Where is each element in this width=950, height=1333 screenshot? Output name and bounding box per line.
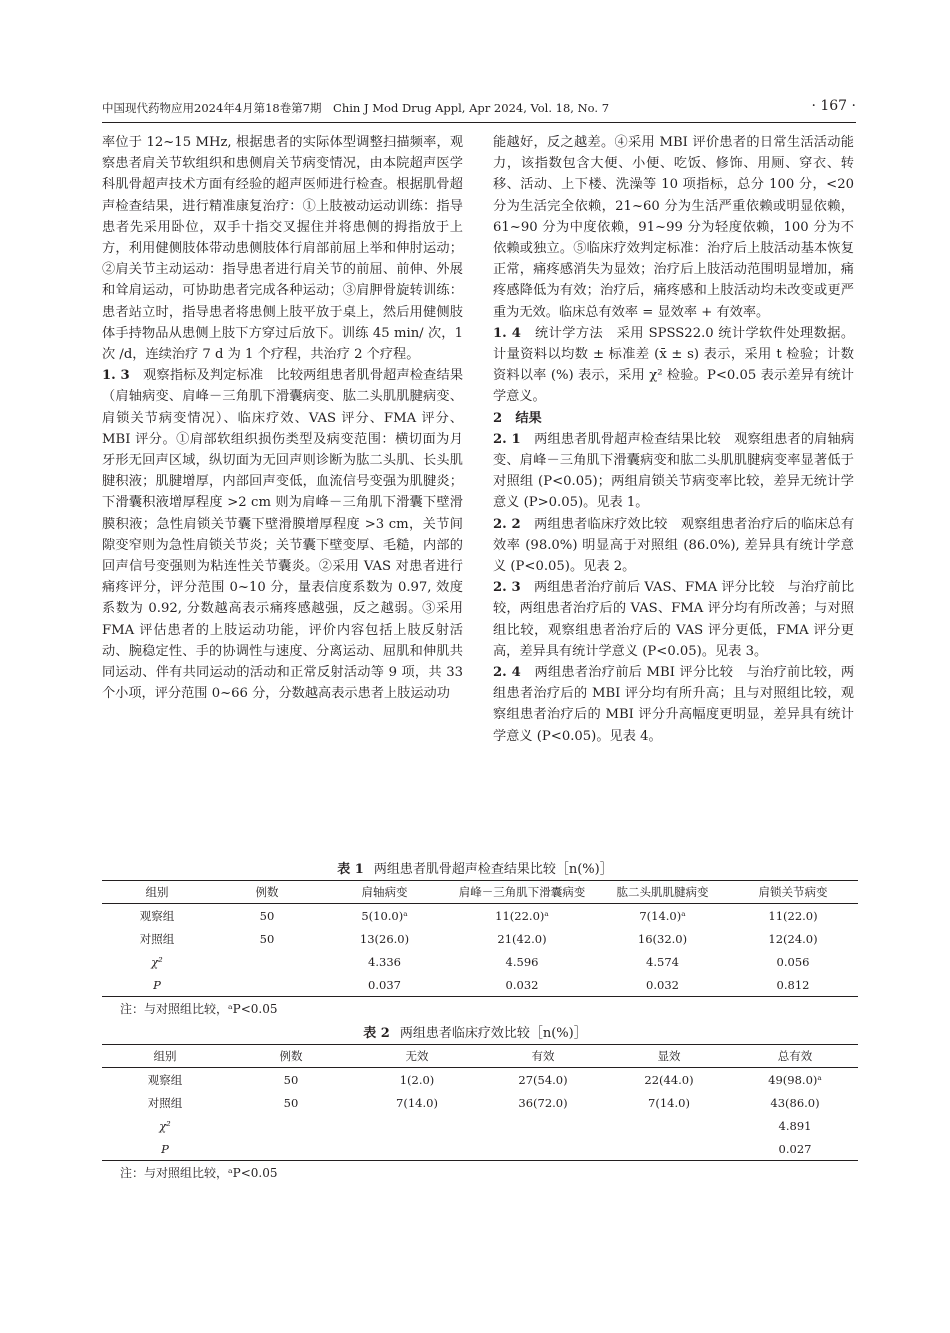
- table2-note: 注：与对照组比较，ᵃP<0.05: [120, 1166, 278, 1180]
- table-row: [102, 1068, 858, 1092]
- table1-label: 表 1: [337, 862, 364, 877]
- table2-header: 例数: [228, 1045, 354, 1068]
- table-row: [102, 1137, 858, 1161]
- table-row: [102, 1114, 858, 1137]
- section-title: 两组患者治疗前后 MBI 评分比较: [534, 665, 734, 681]
- section-2-heading: [493, 408, 854, 429]
- table-cell: P: [102, 1137, 228, 1161]
- table-cell: 7(14.0): [648, 1095, 690, 1110]
- paragraph-indices: 能越好，反之越差。④采用 MBI 评价患者的日常生活活动能力，该指数包含大便、小便、吃饭、修饰、用厕、穿衣、转移、活动、上下楼、洗澡等 10 项指标，总分 100 分，<20 分为生活完全依赖，21~60 分为生活严重依赖或明显依赖，61~90 分为中度依赖，91~99 分为轻度依赖，100 分为不依赖或独立。⑤临床疗效判定标准：治疗后上肢活动基本恢复正常，痛疼感消失为显效；治疗后上肢活动范围明显增加，痛疼感降低为有效；治疗后，痛疼感和上肢活动均未改变或更严重为无效。临床总有效率 = 显效率 + 有效率。: [493, 135, 854, 320]
- section-number: 2. 3: [493, 580, 521, 596]
- table2-caption: [0, 1022, 950, 1041]
- table-cell: 0.032: [447, 973, 597, 997]
- table2-header: 总有效: [732, 1045, 858, 1068]
- page-number: · 167 ·: [811, 98, 856, 114]
- table-row: [102, 950, 858, 973]
- table-cell: 50: [259, 908, 275, 923]
- journal-citation: 中国现代药物应用2024年4月第18卷第7期 Chin J Mod Drug Appl, Apr 2024, Vol. 18, No. 7: [102, 101, 610, 115]
- table-cell: [480, 1137, 606, 1161]
- table-cell: 7(14.0)ᵃ: [639, 908, 686, 923]
- table-cell: 11(22.0)ᵃ: [495, 908, 549, 923]
- table-cell: [354, 1114, 480, 1137]
- table1-header: 肩轴病变: [322, 881, 447, 904]
- table-cell: 4.574: [646, 954, 679, 969]
- section-text: 观察组患者治疗后的临床总有效率 (98.0%) 明显高于对照组 (86.0%), 差异具有统计学意义 (P<0.05)。见表 2。: [493, 516, 855, 575]
- table-row: [102, 973, 858, 997]
- section-number: 1. 3: [102, 368, 130, 384]
- table1-header: 肱二头肌肌腱病变: [597, 881, 728, 904]
- section-number: 1. 4: [493, 325, 521, 341]
- table-cell: 1(2.0): [399, 1072, 435, 1087]
- table-cell: [606, 1137, 732, 1161]
- table1-caption: [0, 858, 950, 877]
- table-cell: 22(44.0): [644, 1072, 694, 1087]
- table-cell: 观察组: [147, 1072, 183, 1087]
- table-cell: 5(10.0)ᵃ: [361, 908, 408, 923]
- table-cell: [212, 950, 322, 973]
- table-cell: 对照组: [139, 931, 175, 946]
- section-number: 2. 4: [493, 665, 521, 681]
- table-cell: 4.336: [368, 954, 401, 969]
- section-number: 2. 1: [493, 431, 521, 447]
- right-column: [493, 132, 854, 747]
- table-cell: χ²: [159, 1118, 171, 1133]
- section-text: 与治疗前比较，两组患者治疗后的 VAS、FMA 评分均有所改善；与对照组比较，观察组患者治疗后的 VAS 评分更低，FMA 评分更高，差异具有统计学意义 (P<0.05)。见表 3。: [493, 580, 855, 659]
- table-cell: 36(72.0): [518, 1095, 568, 1110]
- section-title: 观察指标及判定标准: [143, 368, 264, 384]
- left-column: [102, 132, 463, 704]
- table1-note: 注：与对照组比较，ᵃP<0.05: [120, 1002, 278, 1016]
- table-row: [102, 1091, 858, 1114]
- table-cell: [228, 1114, 354, 1137]
- table-cell: 观察组: [139, 908, 175, 923]
- table-cell: 27(54.0): [518, 1072, 568, 1087]
- table-cell: 11(22.0): [768, 908, 818, 923]
- section-title: 两组患者临床疗效比较: [534, 516, 668, 532]
- table1-header: 肩峰－三角肌下滑囊病变: [447, 881, 597, 904]
- table-cell: 16(32.0): [637, 931, 688, 946]
- table-cell: 0.032: [597, 973, 728, 997]
- table-cell: 50: [283, 1095, 299, 1110]
- section-number: 2. 2: [493, 516, 521, 532]
- table-cell: 0.056: [776, 954, 810, 969]
- table1-title: 两组患者肌骨超声检查结果比较［n(%)］: [373, 862, 613, 877]
- table-row: [102, 927, 858, 950]
- table2-label: 表 2: [363, 1026, 390, 1041]
- section-text: 与治疗前比较，两组患者治疗后的 MBI 评分均有所升高；且与对照组比较，观察组患者治疗后的 MBI 评分升高幅度更明显，差异具有统计学意义 (P<0.05)。见表 4。: [493, 665, 854, 744]
- table1: [102, 880, 858, 997]
- table-cell: 对照组: [147, 1095, 183, 1110]
- table-row: [102, 904, 858, 928]
- section-text: 比较两组患者肌骨超声检查结果（肩轴病变、肩峰－三角肌下滑囊病变、肱二头肌肌腱病变、肩锁关节病变情况）、临床疗效、VAS 评分、FMA 评分、MBI 评分。①肩部软组织损伤类型及病变范围：横切面为月牙形无回声区域，纵切面为无回声则诊断为肱二头肌、长头肌腱积液；肌腱增厚，内部回声变低，血流信号变强为肌腱炎；下滑囊积液增厚程度 >2 cm 则为肩峰－三角肌下滑囊下壁滑膜积液；急性肩锁关节囊下壁滑膜增厚程度 >3 cm，关节间隙变窄则为急性肩锁关节炎；关节囊下壁变厚、毛糙，内部的回声信号变强则为粘连性关节囊炎。②采用 VAS 对患者进行痛疼评分，评分范围 0~10 分，量表信度系数为 0.97, 效度系数为 0.92, 分数越高表示痛疼感越强，反之越弱。③采用 FMA 评估患者的上肢运动功能，评价内容包括上肢反射活动、腕稳定性、手的协调性与速度、分离运动、屈肌和伸肌共同运动、伴有共同运动的活动和正常反射活动等 9 项，共 33 个小项，评分范围 0~66 分，分数越高表示患者上肢运动功: [102, 368, 464, 702]
- table2-header: 显效: [606, 1045, 732, 1068]
- section-1-3: [102, 365, 463, 704]
- table2-header: 无效: [354, 1045, 480, 1068]
- table-cell: [354, 1137, 480, 1161]
- table2-header: 有效: [480, 1045, 606, 1068]
- table1-header: 肩锁关节病变: [728, 881, 858, 904]
- table2-title: 两组患者临床疗效比较［n(%)］: [399, 1026, 587, 1041]
- running-header: [102, 98, 856, 123]
- table-cell: 12(24.0): [768, 931, 818, 946]
- section-2-4: [493, 662, 854, 747]
- table-cell: 7(14.0): [396, 1095, 438, 1110]
- table-cell: 43(86.0): [770, 1095, 820, 1110]
- section-text: 采用 SPSS22.0 统计学软件处理数据。计量资料以均数 ± 标准差 (x̄ ± s) 表示，采用 t 检验；计数资料以率 (%) 表示，采用 χ² 检验。P<0.05 表示差异有统计学意义。: [493, 325, 855, 405]
- section-title: 两组患者肌骨超声检查结果比较: [534, 431, 721, 447]
- table2: [102, 1044, 858, 1161]
- section-1-4: [493, 323, 854, 408]
- table-cell: [480, 1114, 606, 1137]
- table-cell: P: [102, 973, 212, 997]
- table-cell: 50: [283, 1072, 299, 1087]
- table-cell: 21(42.0): [497, 931, 547, 946]
- table-cell: χ²: [151, 954, 163, 969]
- section-title: 两组患者治疗前后 VAS、FMA 评分比较: [533, 580, 775, 596]
- section-text: 观察组患者的肩轴病变、肩峰－三角肌下滑囊病变和肱二头肌肌腱病变率显著低于对照组 (P<0.05)；两组肩锁关节病变率比较，差异无统计学意义 (P>0.05)。见表 1。: [493, 431, 855, 511]
- table-cell: 4.891: [778, 1118, 812, 1133]
- paragraph-methods-rehab: 率位于 12~15 MHz, 根据患者的实际体型调整扫描频率，观察患者肩关节软组织和患侧肩关节病变情况，由本院超声医学科肌骨超声技术方面有经验的超声医师进行检查。根据肌骨超声检查结果，进行精准康复治疗：①上肢被动运动训练：指导患者先采用卧位，双手十指交叉握住并将患侧的拇指放于上方，利用健侧肢体带动患侧肢体行肩部前屈上举和伸肘运动；②肩关节主动运动：指导患者进行肩关节的前屈、前伸、外展和耸肩运动，可协助患者完成各种运动；③肩胛骨旋转训练：患者站立时，指导患者将患侧上肢平放于桌上，然后用健侧肢体手持物品从患侧上肢下方穿过后放下。训练 45 min/ 次，1 次 /d，连续治疗 7 d 为 1 个疗程，共治疗 2 个疗程。: [102, 135, 463, 363]
- table-cell: 13(26.0): [359, 931, 410, 946]
- table-cell: 0.037: [322, 973, 447, 997]
- table1-header: 例数: [212, 881, 322, 904]
- section-title: 结果: [515, 410, 542, 426]
- table-cell: 0.812: [728, 973, 858, 997]
- table-cell: 50: [259, 931, 275, 946]
- section-2-2: [493, 514, 854, 578]
- table-cell: 0.027: [732, 1137, 858, 1161]
- table-cell: 4.596: [505, 954, 539, 969]
- table-cell: [606, 1114, 732, 1137]
- table-cell: [228, 1137, 354, 1161]
- section-number: 2: [493, 410, 503, 426]
- section-2-1: [493, 429, 854, 514]
- section-title: 统计学方法: [535, 325, 604, 341]
- table1-header: 组别: [102, 881, 212, 904]
- table-cell: 49(98.0)ᵃ: [768, 1072, 822, 1087]
- section-2-3: [493, 577, 854, 662]
- table2-header: 组别: [102, 1045, 228, 1068]
- table-cell: [212, 973, 322, 997]
